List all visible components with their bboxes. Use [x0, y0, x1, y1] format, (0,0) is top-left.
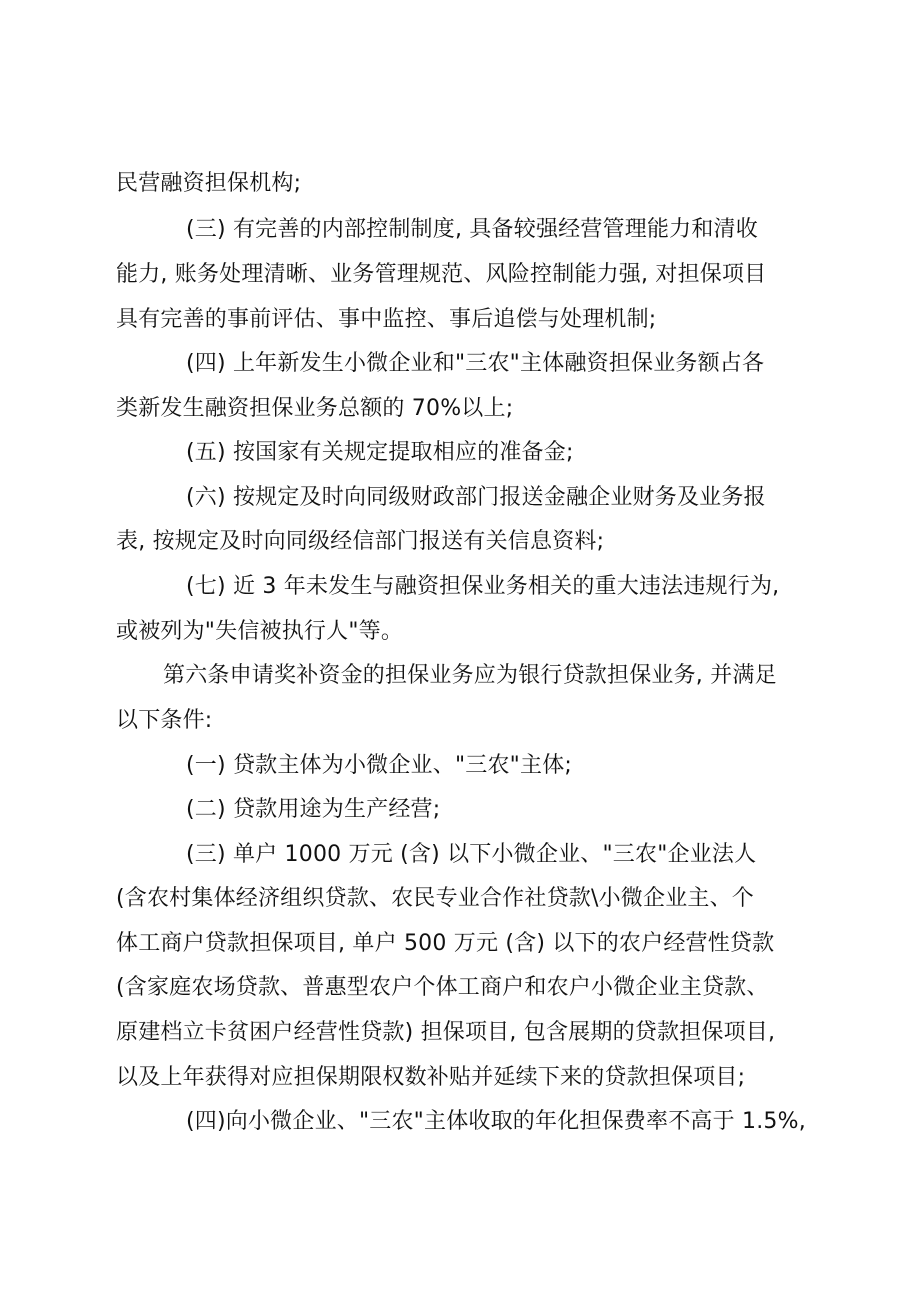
text-line: (三) 有完善的内部控制制度, 具备较强经营管理能力和清收: [186, 217, 758, 242]
text-line: (一) 贷款主体为小微企业、"三农"主体;: [186, 753, 573, 778]
text-line: 以下条件:: [116, 708, 213, 733]
text-line: (七) 近 3 年未发生与融资担保业务相关的重大违法违规行为,: [186, 574, 780, 599]
text-line: 具有完善的事前评估、事中监控、事后追偿与处理机制;: [116, 307, 657, 332]
text-line: 类新发生融资担保业务总额的 70%以上;: [116, 396, 514, 421]
text-line: (含农村集体经济组织贷款、农民专业合作社贷款\小微企业主、个: [116, 886, 754, 911]
text-line: (五) 按国家有关规定提取相应的准备金;: [186, 440, 574, 465]
text-line: 原建档立卡贫困户经营性贷款) 担保项目, 包含展期的贷款担保项目,: [116, 1020, 776, 1045]
text-line: 体工商户贷款担保项目, 单户 500 万元 (含) 以下的农户经营性贷款: [116, 931, 775, 956]
text-line: 民营融资担保机构;: [116, 171, 302, 196]
text-line: (三) 单户 1000 万元 (含) 以下小微企业、"三农"企业法人: [186, 842, 757, 867]
text-line: 或被列为"失信被执行人"等。: [116, 619, 404, 644]
text-line: (四) 上年新发生小微企业和"三农"主体融资担保业务额占各: [186, 351, 765, 376]
text-line: 以及上年获得对应担保期限权数补贴并延续下来的贷款担保项目;: [116, 1065, 746, 1090]
text-line: (含家庭农场贷款、普惠型农户个体工商户和农户小微企业主贷款、: [116, 975, 769, 1000]
text-line: 表, 按规定及时向同级经信部门报送有关信息资料;: [116, 529, 605, 554]
text-line: 能力, 账务处理清晰、业务管理规范、风险控制能力强, 对担保项目: [116, 262, 767, 287]
text-line: (四)向小微企业、"三农"主体收取的年化担保费率不高于 1.5%,: [186, 1109, 806, 1134]
text-line: (二) 贷款用途为生产经营;: [186, 797, 441, 822]
text-line: 第六条申请奖补资金的担保业务应为银行贷款担保业务, 并满足: [163, 663, 777, 688]
text-line: (六) 按规定及时向同级财政部门报送金融企业财务及业务报: [186, 485, 766, 510]
